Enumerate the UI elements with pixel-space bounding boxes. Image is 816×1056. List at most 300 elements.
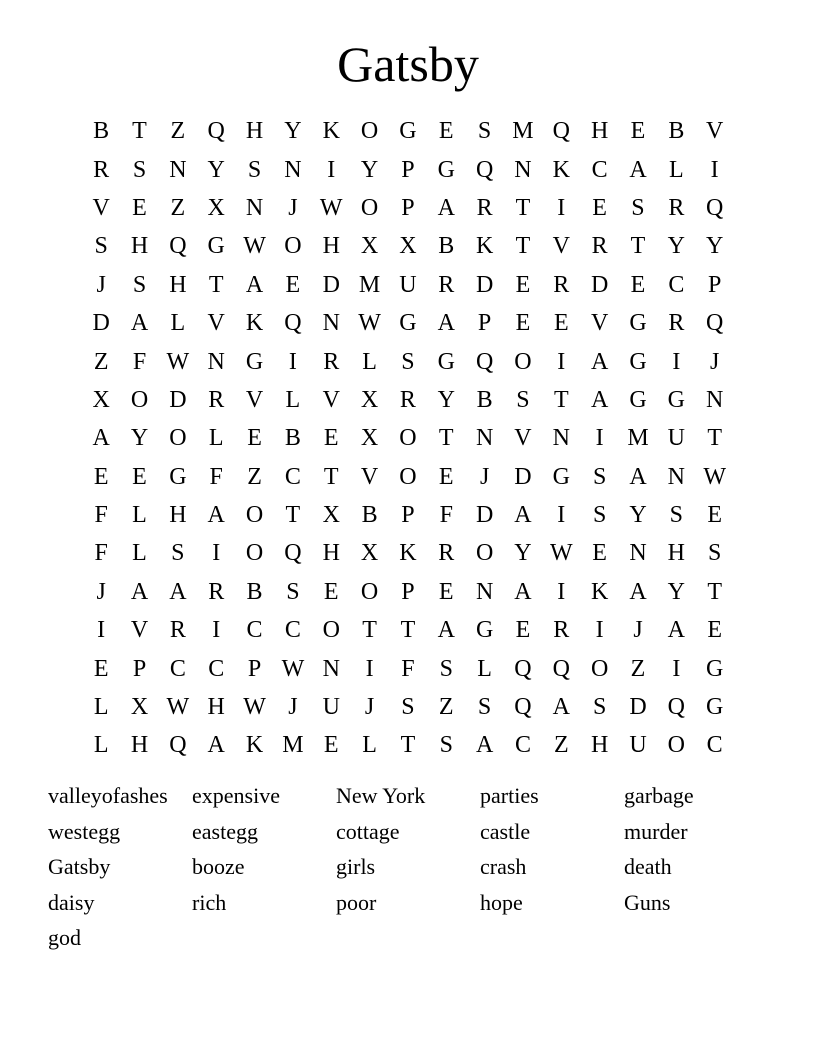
grid-letter: Y bbox=[437, 386, 455, 413]
grid-letter: N bbox=[514, 156, 532, 183]
grid-row bbox=[82, 726, 734, 764]
grid-letter: E bbox=[707, 502, 722, 529]
grid-letter: P bbox=[401, 502, 415, 529]
grid-letter: Q bbox=[475, 348, 494, 375]
grid-letter: L bbox=[285, 386, 301, 413]
grid-letter: S bbox=[439, 655, 453, 682]
grid-letter: S bbox=[669, 502, 683, 529]
grid-letter: C bbox=[284, 617, 301, 644]
grid-letter: G bbox=[399, 118, 417, 145]
grid-letter: O bbox=[590, 655, 609, 682]
grid-letter: E bbox=[323, 578, 339, 605]
grid-letter: I bbox=[97, 617, 106, 644]
grid-letter: H bbox=[245, 118, 264, 145]
grid-letter: Y bbox=[207, 156, 225, 183]
grid-letter: K bbox=[245, 732, 264, 759]
grid-letter: D bbox=[169, 386, 187, 413]
grid-letter: E bbox=[438, 118, 454, 145]
grid-letter: S bbox=[477, 694, 492, 721]
grid-letter: D bbox=[629, 694, 647, 721]
grid-letter: D bbox=[590, 271, 609, 298]
grid-letter: A bbox=[475, 732, 494, 759]
grid-letter: C bbox=[284, 463, 301, 490]
grid-letter: A bbox=[629, 578, 647, 605]
grid-letter: Z bbox=[247, 463, 262, 490]
word-list-item: expensive bbox=[192, 783, 280, 808]
grid-letter: G bbox=[475, 617, 494, 644]
grid-letter: E bbox=[93, 463, 109, 490]
grid-letter: A bbox=[629, 156, 647, 183]
grid-letter: D bbox=[475, 502, 494, 529]
grid-letter: A bbox=[590, 386, 609, 413]
grid-letter: L bbox=[132, 502, 147, 529]
grid-letter: T bbox=[515, 233, 531, 260]
grid-letter: H bbox=[169, 502, 187, 529]
grid-letter: X bbox=[360, 386, 379, 413]
grid-letter: A bbox=[552, 694, 570, 721]
grid-letter: S bbox=[401, 348, 415, 375]
grid-letter: S bbox=[707, 540, 722, 567]
grid-letter: N bbox=[475, 425, 494, 452]
grid-letter: H bbox=[667, 540, 685, 567]
grid-letter: O bbox=[475, 540, 494, 567]
grid-letter: N bbox=[284, 156, 302, 183]
grid-letter: L bbox=[93, 694, 109, 721]
grid-letter: C bbox=[514, 732, 531, 759]
grid-letter: V bbox=[207, 310, 225, 337]
grid-letter: L bbox=[477, 655, 492, 682]
grid-letter: M bbox=[512, 118, 534, 145]
grid-letter: S bbox=[401, 694, 415, 721]
grid-letter: K bbox=[322, 118, 340, 145]
grid-letter: C bbox=[591, 156, 608, 183]
grid-letter: Q bbox=[207, 118, 225, 145]
grid-letter: G bbox=[667, 386, 685, 413]
grid-letter: K bbox=[552, 156, 570, 183]
grid-letter: M bbox=[282, 732, 304, 759]
grid-letter: G bbox=[399, 310, 417, 337]
grid-letter: K bbox=[590, 578, 609, 605]
grid-letter: A bbox=[207, 502, 225, 529]
grid-letter: R bbox=[208, 386, 225, 413]
grid-letter: T bbox=[400, 617, 416, 644]
grid-letter: A bbox=[437, 310, 455, 337]
grid-letter: W bbox=[703, 463, 726, 490]
grid-letter: Q bbox=[552, 118, 570, 145]
grid-letter: E bbox=[515, 271, 531, 298]
grid-letter: O bbox=[245, 502, 264, 529]
grid-letter: J bbox=[364, 694, 375, 721]
grid-letter: O bbox=[360, 578, 379, 605]
grid-letter: N bbox=[322, 310, 340, 337]
grid-letter: G bbox=[629, 348, 647, 375]
grid-row bbox=[82, 496, 734, 534]
grid-letter: W bbox=[549, 540, 573, 567]
grid-letter: Q bbox=[667, 694, 685, 721]
grid-row bbox=[82, 266, 734, 304]
grid-letter: A bbox=[130, 578, 149, 605]
grid-letter: M bbox=[627, 425, 649, 452]
grid-letter: W bbox=[166, 348, 190, 375]
grid-letter: R bbox=[169, 617, 186, 644]
grid-letter: A bbox=[437, 617, 455, 644]
grid-letter: W bbox=[358, 310, 381, 337]
word-list-item: Gatsby bbox=[48, 854, 111, 879]
grid-letter: E bbox=[323, 425, 339, 452]
grid-letter: R bbox=[476, 194, 493, 221]
grid-row bbox=[82, 227, 734, 265]
grid-letter: W bbox=[243, 233, 266, 260]
grid-letter: U bbox=[399, 271, 417, 298]
grid-letter: Y bbox=[629, 502, 647, 529]
grid-letter: S bbox=[592, 694, 607, 721]
grid-letter: K bbox=[399, 540, 417, 567]
grid-letter: N bbox=[245, 194, 264, 221]
grid-letter: A bbox=[514, 502, 532, 529]
grid-letter: T bbox=[553, 386, 569, 413]
grid-letter: V bbox=[360, 463, 379, 490]
grid-letter: G bbox=[437, 348, 455, 375]
grid-letter: C bbox=[706, 732, 723, 759]
grid-letter: E bbox=[515, 617, 531, 644]
grid-letter: O bbox=[360, 118, 379, 145]
grid-letter: A bbox=[514, 578, 532, 605]
grid-letter: S bbox=[592, 463, 607, 490]
grid-letter: Z bbox=[553, 732, 569, 759]
grid-letter: G bbox=[169, 463, 187, 490]
grid-letter: I bbox=[365, 655, 374, 682]
grid-letter: C bbox=[246, 617, 263, 644]
grid-letter: E bbox=[93, 655, 109, 682]
grid-letter: A bbox=[667, 617, 685, 644]
grid-row bbox=[82, 304, 734, 342]
grid-letter: J bbox=[96, 578, 106, 605]
grid-letter: A bbox=[437, 194, 455, 221]
grid-letter: J bbox=[288, 694, 298, 721]
grid-letter: V bbox=[130, 617, 149, 644]
word-list-item: hope bbox=[480, 889, 523, 915]
page-title: Gatsby bbox=[337, 36, 479, 92]
grid-letter: B bbox=[93, 118, 110, 145]
grid-letter: M bbox=[358, 271, 381, 298]
grid-letter: E bbox=[592, 540, 607, 567]
grid-letter: Y bbox=[130, 425, 149, 452]
grid-letter: E bbox=[132, 463, 147, 490]
grid-letter: T bbox=[400, 732, 416, 759]
grid-letter: B bbox=[438, 233, 455, 260]
grid-letter: P bbox=[247, 655, 262, 682]
grid-letter: W bbox=[319, 194, 343, 221]
grid-letter: N bbox=[169, 156, 187, 183]
grid-letter: I bbox=[710, 156, 719, 183]
grid-letter: E bbox=[438, 463, 454, 490]
grid-letter: J bbox=[96, 271, 106, 298]
grid-letter: A bbox=[130, 310, 149, 337]
word-list-item: booze bbox=[192, 854, 245, 879]
grid-letter: X bbox=[322, 502, 340, 529]
grid-letter: C bbox=[208, 655, 225, 682]
grid-letter: Y bbox=[284, 118, 302, 145]
grid-letter: K bbox=[245, 310, 264, 337]
word-list-item: westegg bbox=[48, 818, 121, 844]
grid-letter: Q bbox=[284, 540, 302, 567]
word-list-item: cottage bbox=[336, 818, 400, 844]
grid-row bbox=[82, 649, 734, 687]
grid-letter: E bbox=[438, 578, 454, 605]
grid-letter: P bbox=[401, 578, 415, 605]
grid-letter: V bbox=[514, 425, 532, 452]
grid-row bbox=[82, 458, 734, 496]
word-list-item: castle bbox=[480, 818, 531, 844]
grid-letter: S bbox=[132, 156, 147, 183]
grid-letter: S bbox=[132, 271, 147, 298]
grid-letter: O bbox=[399, 463, 417, 490]
grid-letter: J bbox=[633, 617, 643, 644]
grid-letter: X bbox=[207, 194, 225, 221]
word-list-item: murder bbox=[624, 818, 688, 844]
grid-letter: I bbox=[557, 502, 566, 529]
grid-letter: X bbox=[360, 425, 379, 452]
grid-letter: Y bbox=[360, 156, 379, 183]
grid-letter: U bbox=[322, 694, 340, 721]
grid-letter: L bbox=[362, 732, 377, 759]
grid-letter: A bbox=[245, 271, 264, 298]
word-list-item: daisy bbox=[48, 889, 95, 915]
grid-letter: U bbox=[629, 732, 647, 759]
grid-letter: H bbox=[322, 233, 340, 260]
grid-letter: V bbox=[92, 194, 110, 221]
grid-letter: X bbox=[92, 386, 110, 413]
grid-letter: Q bbox=[475, 156, 494, 183]
grid-letter: G bbox=[207, 233, 225, 260]
grid-letter: A bbox=[92, 425, 110, 452]
grid-letter: A bbox=[590, 348, 609, 375]
grid-row bbox=[82, 342, 734, 380]
grid-letter: N bbox=[667, 463, 685, 490]
grid-row bbox=[82, 112, 734, 150]
grid-letter: R bbox=[668, 310, 685, 337]
grid-letter: E bbox=[132, 194, 147, 221]
grid-letter: S bbox=[592, 502, 607, 529]
grid-letter: D bbox=[322, 271, 340, 298]
word-list-item: garbage bbox=[624, 783, 694, 808]
grid-letter: Z bbox=[438, 694, 454, 721]
grid-letter: U bbox=[667, 425, 685, 452]
grid-letter: E bbox=[247, 425, 262, 452]
grid-letter: N bbox=[706, 386, 724, 413]
grid-letter: L bbox=[208, 425, 224, 452]
grid-letter: J bbox=[288, 194, 298, 221]
grid-letter: S bbox=[631, 194, 645, 221]
grid-letter: A bbox=[207, 732, 225, 759]
grid-row bbox=[82, 611, 734, 649]
grid-letter: H bbox=[207, 694, 225, 721]
grid-letter: G bbox=[706, 694, 724, 721]
grid-letter: P bbox=[401, 156, 415, 183]
grid-letter: H bbox=[130, 233, 149, 260]
grid-letter: Z bbox=[93, 348, 109, 375]
grid-letter: B bbox=[668, 118, 685, 145]
grid-letter: Q bbox=[552, 655, 570, 682]
grid-letter: E bbox=[630, 118, 646, 145]
grid-letter: R bbox=[399, 386, 416, 413]
grid-letter: R bbox=[553, 271, 570, 298]
grid-letter: W bbox=[166, 694, 190, 721]
grid-letter: P bbox=[477, 310, 492, 337]
grid-letter: G bbox=[245, 348, 264, 375]
grid-letter: G bbox=[706, 655, 724, 682]
grid-letter: O bbox=[169, 425, 187, 452]
word-list-item: Guns bbox=[624, 889, 671, 915]
grid-letter: J bbox=[479, 463, 490, 490]
grid-letter: F bbox=[401, 655, 415, 682]
grid-letter: F bbox=[209, 463, 223, 490]
grid-letter: H bbox=[590, 118, 609, 145]
word-list-item: valleyofashes bbox=[48, 783, 168, 808]
grid-letter: C bbox=[668, 271, 685, 298]
grid-letter: N bbox=[322, 655, 340, 682]
grid-letter: L bbox=[668, 156, 684, 183]
grid-letter: B bbox=[246, 578, 263, 605]
grid-letter: C bbox=[169, 655, 186, 682]
grid-letter: Z bbox=[630, 655, 646, 682]
grid-letter: T bbox=[362, 617, 377, 644]
grid-letter: W bbox=[281, 655, 305, 682]
grid-row bbox=[82, 534, 734, 572]
grid-letter: P bbox=[401, 194, 415, 221]
word-list-item: New York bbox=[336, 783, 426, 808]
grid-letter: O bbox=[399, 425, 417, 452]
grid-letter: H bbox=[322, 540, 340, 567]
word-list-item: death bbox=[624, 854, 672, 879]
grid-letter: X bbox=[360, 233, 379, 260]
grid-letter: D bbox=[514, 463, 532, 490]
grid-letter: I bbox=[595, 425, 604, 452]
grid-letter: O bbox=[322, 617, 340, 644]
grid-letter: A bbox=[629, 463, 647, 490]
grid-letter: R bbox=[93, 156, 110, 183]
grid-letter: X bbox=[399, 233, 417, 260]
grid-letter: I bbox=[212, 617, 221, 644]
grid-letter: P bbox=[132, 655, 147, 682]
grid-letter: N bbox=[629, 540, 647, 567]
grid-letter: W bbox=[243, 694, 266, 721]
word-list-item: parties bbox=[480, 783, 539, 808]
grid-letter: N bbox=[207, 348, 225, 375]
grid-letter: H bbox=[590, 732, 609, 759]
grid-letter: Y bbox=[667, 578, 685, 605]
grid-letter: G bbox=[629, 386, 647, 413]
grid-letter: Q bbox=[169, 233, 187, 260]
grid-letter: Y bbox=[667, 233, 685, 260]
grid-letter: O bbox=[667, 732, 685, 759]
grid-letter: S bbox=[94, 233, 108, 260]
grid-letter: E bbox=[515, 310, 531, 337]
grid-letter: G bbox=[552, 463, 570, 490]
grid-letter: T bbox=[707, 425, 722, 452]
grid-letter: B bbox=[361, 502, 378, 529]
grid-row bbox=[82, 573, 734, 611]
grid-letter: T bbox=[323, 463, 339, 490]
grid-letter: S bbox=[171, 540, 185, 567]
grid-letter: Z bbox=[170, 194, 186, 221]
grid-letter: S bbox=[477, 118, 492, 145]
grid-letter: O bbox=[360, 194, 379, 221]
grid-letter: P bbox=[707, 271, 722, 298]
grid-letter: I bbox=[288, 348, 297, 375]
grid-letter: E bbox=[707, 617, 722, 644]
grid-letter: F bbox=[132, 348, 147, 375]
grid-letter: E bbox=[592, 194, 607, 221]
grid-letter: V bbox=[552, 233, 570, 260]
word-list-item: crash bbox=[480, 854, 527, 879]
grid-letter: H bbox=[130, 732, 149, 759]
grid-letter: J bbox=[710, 348, 720, 375]
grid-letter: B bbox=[476, 386, 493, 413]
grid-letter: O bbox=[130, 386, 149, 413]
grid-letter: N bbox=[475, 578, 494, 605]
grid-letter: Y bbox=[706, 233, 724, 260]
grid-letter: Q bbox=[514, 694, 532, 721]
grid-letter: G bbox=[437, 156, 455, 183]
grid-letter: S bbox=[516, 386, 530, 413]
grid-letter: B bbox=[284, 425, 301, 452]
grid-letter: O bbox=[284, 233, 302, 260]
grid-letter: S bbox=[439, 732, 453, 759]
grid-letter: G bbox=[629, 310, 647, 337]
grid-letter: T bbox=[515, 194, 531, 221]
word-list-item: god bbox=[48, 925, 81, 950]
grid-letter: N bbox=[552, 425, 570, 452]
grid-letter: E bbox=[323, 732, 339, 759]
grid-letter: F bbox=[94, 540, 108, 567]
grid-letter: R bbox=[323, 348, 340, 375]
grid-letter: I bbox=[557, 578, 566, 605]
grid-letter: E bbox=[285, 271, 301, 298]
grid-letter: K bbox=[475, 233, 494, 260]
word-list-item: poor bbox=[336, 889, 377, 915]
grid-row bbox=[82, 381, 734, 419]
grid-letter: O bbox=[514, 348, 532, 375]
grid-letter: S bbox=[247, 156, 262, 183]
grid-letter: Q bbox=[706, 310, 724, 337]
grid-letter: L bbox=[362, 348, 377, 375]
grid-letter: L bbox=[93, 732, 109, 759]
grid-letter: T bbox=[208, 271, 224, 298]
grid-letter: T bbox=[132, 118, 147, 145]
grid-letter: I bbox=[212, 540, 221, 567]
grid-letter: X bbox=[360, 540, 379, 567]
word-list-item: eastegg bbox=[192, 818, 258, 844]
grid-row bbox=[82, 419, 734, 457]
grid-letter: T bbox=[285, 502, 301, 529]
grid-letter: Q bbox=[514, 655, 532, 682]
grid-letter: H bbox=[169, 271, 187, 298]
word-list-item: rich bbox=[192, 889, 227, 915]
grid-letter: A bbox=[169, 578, 187, 605]
letter-grid bbox=[82, 112, 734, 765]
grid-letter: V bbox=[590, 310, 609, 337]
grid-letter: Z bbox=[170, 118, 186, 145]
grid-letter: V bbox=[322, 386, 340, 413]
grid-letter: R bbox=[438, 540, 455, 567]
grid-letter: R bbox=[553, 617, 570, 644]
grid-letter: F bbox=[439, 502, 453, 529]
grid-letter: X bbox=[130, 694, 149, 721]
grid-letter: I bbox=[672, 655, 681, 682]
grid-letter: R bbox=[438, 271, 455, 298]
grid-letter: V bbox=[245, 386, 264, 413]
